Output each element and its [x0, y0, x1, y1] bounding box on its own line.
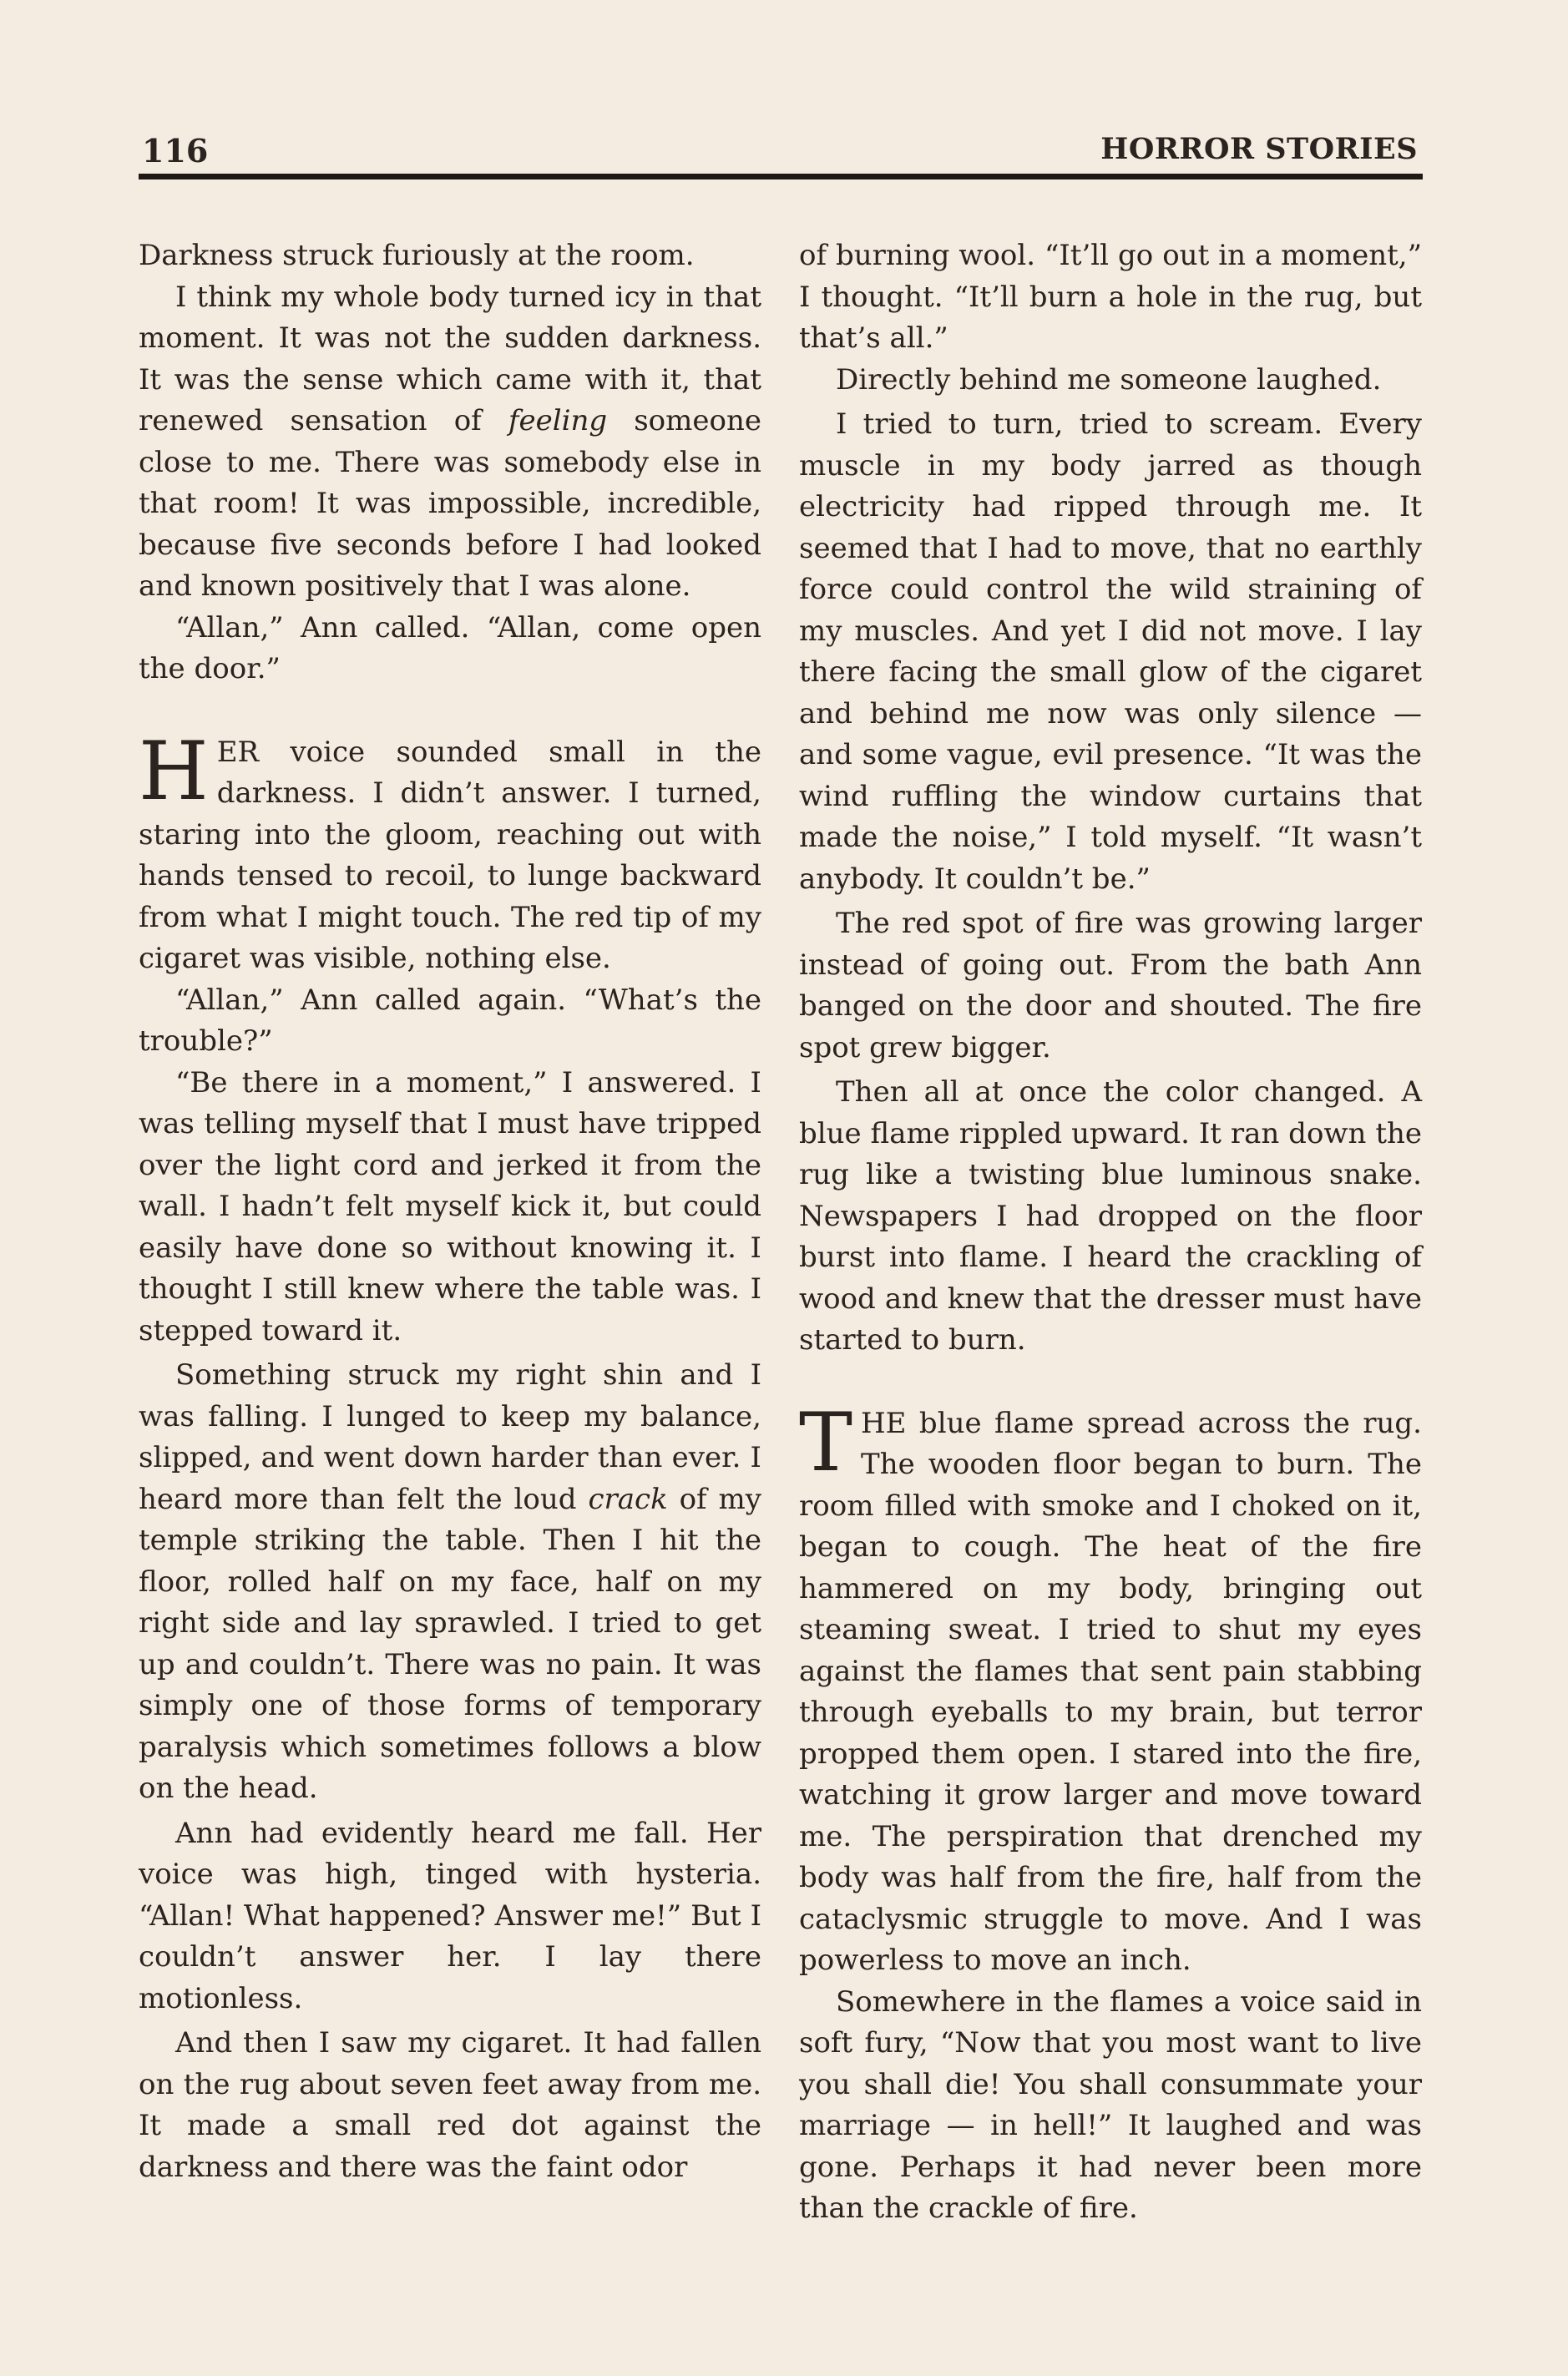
paragraph: Something struck my right shin and I was falling. I lunged to keep my balance, slipped, and went down harder than ever. I heard more than felt the loud crack of my temple striking the table. Then I hit the floor, rolled half on my face, half on my right side and lay sprawled. I tried to get up and couldn’t. There was no pain. It was simply one of those forms of temporary paralysis which sometimes follows a blow on the head. — [139, 1358, 761, 1805]
emphasis: crack — [588, 1482, 668, 1516]
drop-cap: T — [799, 1395, 853, 1489]
paragraph: Directly behind me someone laughed. — [836, 362, 1382, 397]
paragraph: “Allan,” Ann called again. “What’s the trouble?” — [139, 983, 761, 1058]
paragraph: of burning wool. “It’ll go out in a moment,” I thought. “It’ll burn a hole in the rug, but that’s all.” — [799, 239, 1422, 355]
paragraph: I tried to turn, tried to scream. Every muscle in my body jarred as though electricity had ripped through me. It seemed that I had to move, that no earthly force could control the wild straining of my muscles. And yet I did not move. I lay there facing the small glow of the cigaret and behind me now was only silence — and some vague, evil presence. “It was the wind ruffling the window curtains that made the noise,” I told myself. “It wasn’t anybody. It couldn’t be.” — [799, 407, 1422, 896]
drop-cap: H — [139, 724, 209, 818]
paragraph: I think my whole body turned icy in that moment. It was not the sudden darkness. It was the sense which came with it, that renewed sensation of feeling someone close to me. There was somebody else in that room! It was impossible, incredible, because five seconds before I had looked and known positively that I was alone. — [139, 280, 762, 603]
emphasis: feeling — [508, 404, 608, 437]
paragraph: Then all at once the color changed. A blue flame rippled upward. It ran down the rug like a twisting blue luminous snake. Newspapers I had dropped on the floor burst into flame. I heard the crackling of wood and knew that the dresser must have started to burn. — [799, 1075, 1422, 1357]
paragraph: “Allan,” Ann called. “Allan, come open the door.” — [139, 610, 761, 685]
paragraph: Ann had evidently heard me fall. Her voice was high, tinged with hysteria. “Allan! What happened? Answer me!” But I couldn’t answer her. I lay there motionless. — [139, 1816, 761, 2015]
header-rule — [139, 174, 1423, 179]
paragraph: HER voice sounded small in the darkness. I didn’t answer. I turned, staring into the gloom, reaching out with hands tensed to recoil, to lunge backward from what I might touch. The red tip of my cigaret was visible, nothing else. — [139, 724, 761, 975]
left-column — [139, 235, 761, 2188]
paragraph: And then I saw my cigaret. It had fallen on the rug about seven feet away from me. It made a small red dot against the darkness and there was the faint odor — [139, 2026, 761, 2184]
paragraph: Somewhere in the flames a voice said in soft fury, “Now that you most want to live you shall die! You shall consummate your marriage — in hell!” It laughed and was gone. Perhaps it had never been more than the crackle of fire. — [799, 1984, 1422, 2225]
paragraph: THE blue flame spread across the rug. The wooden floor began to burn. The room filled with smoke and I choked on it, began to cough. The heat of the fire hammered on my body, bringing out steaming sweat. I tried to shut my eyes against the flames that sent pain stabbing through eyeballs to my brain, but terror propped them open. I stared into the fire, watching it grow larger and move toward me. The perspiration that drenched my body was half from the fire, half from the cataclysmic struggle to move. And I was powerless to move an inch. — [799, 1395, 1422, 1977]
paragraph: “Be there in a moment,” I answered. I was telling myself that I must have tripped over the light cord and jerked it from the wall. I hadn’t felt myself kick it, but could easily have done so without knowing it. I thought I still knew where the table was. I stepped toward it. — [139, 1065, 761, 1347]
right-column — [799, 235, 1422, 2230]
running-title: HORROR STORIES — [1100, 132, 1418, 166]
page-number: 116 — [142, 132, 209, 169]
paragraph: The red spot of fire was growing larger instead of going out. From the bath Ann banged on the door and shouted. The fire spot grew bigger. — [799, 907, 1422, 1064]
paragraph: Darkness struck furiously at the room. — [139, 239, 695, 272]
